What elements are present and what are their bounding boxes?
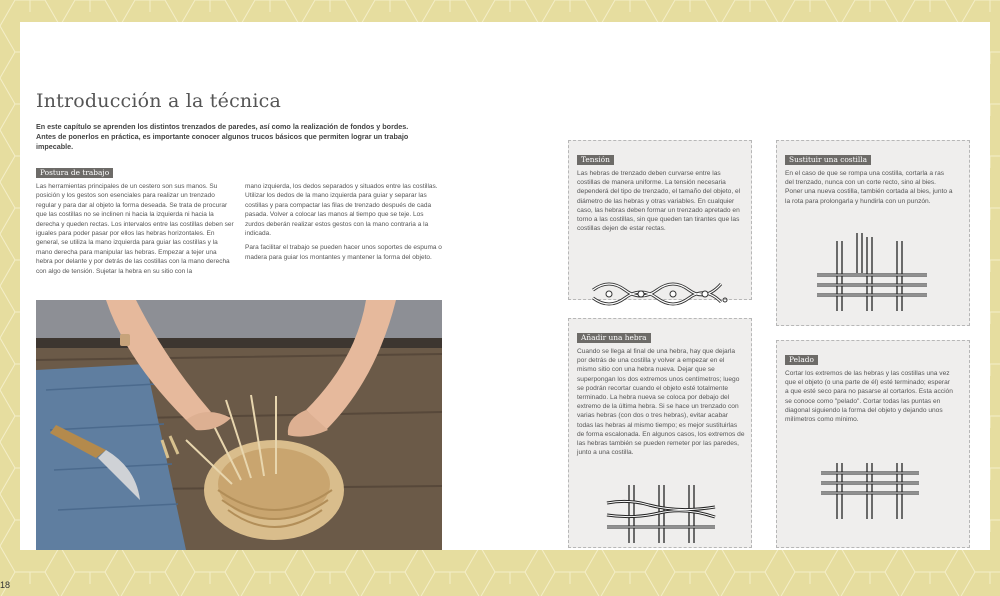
replace-rib-heading: Sustituir una costilla <box>785 155 871 165</box>
posture-column-1 <box>36 182 234 281</box>
replace-rib-box <box>776 140 970 326</box>
tension-illustration <box>589 265 731 325</box>
add-strand-box <box>568 318 752 548</box>
posture-paragraph-2: mano izquierda, los dedos separados y situados entre las costillas. Utilizar los dedos de la mano izquierda para guiar y separar las costillas y para compactar las filas de trenzado después de cada pasada. Volver a colocar las manos al tiempo que se teje. Los zurdos deberán realizar estos gestos con la mano contraria a la indicada. <box>245 183 438 238</box>
tension-text: Las hebras de trenzado deben curvarse entre las costillas de manera uniforme. La tensión necesaria dependerá del tipo de trenzado, el tamaño del objeto, el diámetro de las hebras y otras variables. En cualquier caso, las hebras deben formar un trenzado apretado en torno a las costillas, sin que queden tan tirantes que las costillas dejen de estar rectas. <box>577 170 741 233</box>
tension-box <box>568 140 752 300</box>
peeling-heading: Pelado <box>785 355 818 365</box>
add-strand-text: Cuando se llega al final de una hebra, hay que dejarla por detrás de una costilla y volver a empezar en el mismo sitio con una hebra nueva. Dejar que se superpongan los dos extremos unos centímetros; luego se podrán recortar cuando el objeto esté totalmente terminado. La hebra nueva se coloca por debajo del extremo de la última hebra. Si se hace un trenzado con varias hebras (con dos o tres hebras), evitar acabar todas las hebras al mismo tiempo; es mejor sustituirlas de forma escalonada. En algunos casos, los extremos de las hebras también se pueden remeter por las paredes, junto a una costilla. <box>577 348 745 457</box>
posture-paragraph-3: Para facilitar el trabajo se pueden hacer unos soportes de espuma o madera para guiar los montantes y mantener la forma del objeto. <box>245 244 442 261</box>
page-number: 18 <box>0 580 11 590</box>
peeling-illustration <box>797 451 939 521</box>
peeling-box <box>776 340 970 548</box>
add-strand-illustration <box>589 485 731 545</box>
page-title: Introducción a la técnica <box>36 90 281 112</box>
tension-heading: Tensión <box>577 155 614 165</box>
posture-column-2 <box>245 182 443 267</box>
add-strand-heading: Añadir una hebra <box>577 333 651 343</box>
replace-rib-illustration <box>797 233 939 313</box>
intro-paragraph: En este capítulo se aprenden los distintos trenzados de paredes, así como la realización de fondos y bordes. Antes de ponerlos en práctica, es importante conocer algunos trucos básicos que permiten lograr un trabajo impecable. <box>36 122 409 151</box>
replace-rib-text: En el caso de que se rompa una costilla, cortarla a ras del trenzado, nunca con un corte recto, sino al bies. Poner una nueva costilla, también cortada al bies, junto a la rota para prolongarla y hundirla con un punzón. <box>785 170 953 205</box>
posture-heading: Postura de trabajo <box>36 168 113 178</box>
weaving-photo <box>36 300 442 550</box>
posture-paragraph-1: Las herramientas principales de un cestero son sus manos. Su posición y los gestos son esenciales para realizar un trenzado regular y para dar al objeto la forma deseada. Se trata de procurar que las costillas no se inclinen ni hacia la izquierda ni hacia la derecha y queden rectas. Los intervalos entre las costillas deben ser iguales para poder pasar por ellos las hebras horizontales. En general, se utiliza la mano izquierda para guiar las costillas y la mano derecha para manipular las hebras. Empezar a tejer una hebra por delante y por detrás de las costillas con la mano derecha con algo de tensión. Sujetar la hebra en su sitio con la <box>36 183 234 275</box>
peeling-text: Cortar los extremos de las hebras y las costillas una vez que el objeto (o una parte de él) esté terminado; esperar a que esté seco para no pasarse al cortarlos. Esta acción se conoce como "pelado". Cortar todas las puntas en diagonal siguiendo la forma del objeto y dejando unos milímetros como mínimo. <box>785 370 953 424</box>
book-spread <box>20 22 990 550</box>
